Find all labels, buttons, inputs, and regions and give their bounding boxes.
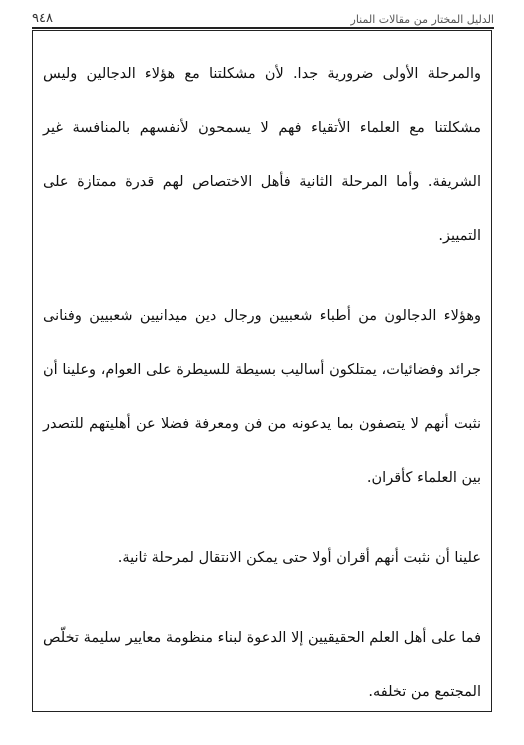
body-text (43, 47, 481, 745)
paragraph-3: علينا أن نثبت أنهم أقران أولا حتى يمكن الانتقال لمرحلة ثانية. (117, 550, 481, 566)
header-title: الدليل المختار من مقالات المنار (350, 13, 494, 26)
paragraph-1: والمرحلة الأولى ضرورية جدا. لأن مشكلتنا مع هؤلاء الدجالين وليس مشكلتنا مع العلماء الأتقياء فهم لا يسمحون لأنفسهم بالمنافسة غير الشريفة. وأما المرحلة الثانية فأهل الاختصاص لهم قدرة ممتازة على التمييز. (43, 66, 481, 244)
paragraph-4: فما على أهل العلم الحقيقيين إلا الدعوة لبناء منظومة معايير سليمة تخلّص المجتمع من تخلفه. (43, 630, 481, 700)
page-number: ٩٤٨ (32, 11, 53, 26)
page-frame (32, 30, 492, 712)
paragraph-2: وهؤلاء الدجالون من أطباء شعبيين ورجال دين ميدانيين شعبيين وفنانى جرائد وفضائيات، يمتلكون أساليب بسيطة للسيطرة على العوام، وعلينا أن نثبت أنهم لا يتصفون بما يدعونه من فن ومعرفة فضلا عن أهليتهم للتصدر بين العلماء كأقران. (43, 308, 481, 486)
running-header (32, 4, 494, 29)
